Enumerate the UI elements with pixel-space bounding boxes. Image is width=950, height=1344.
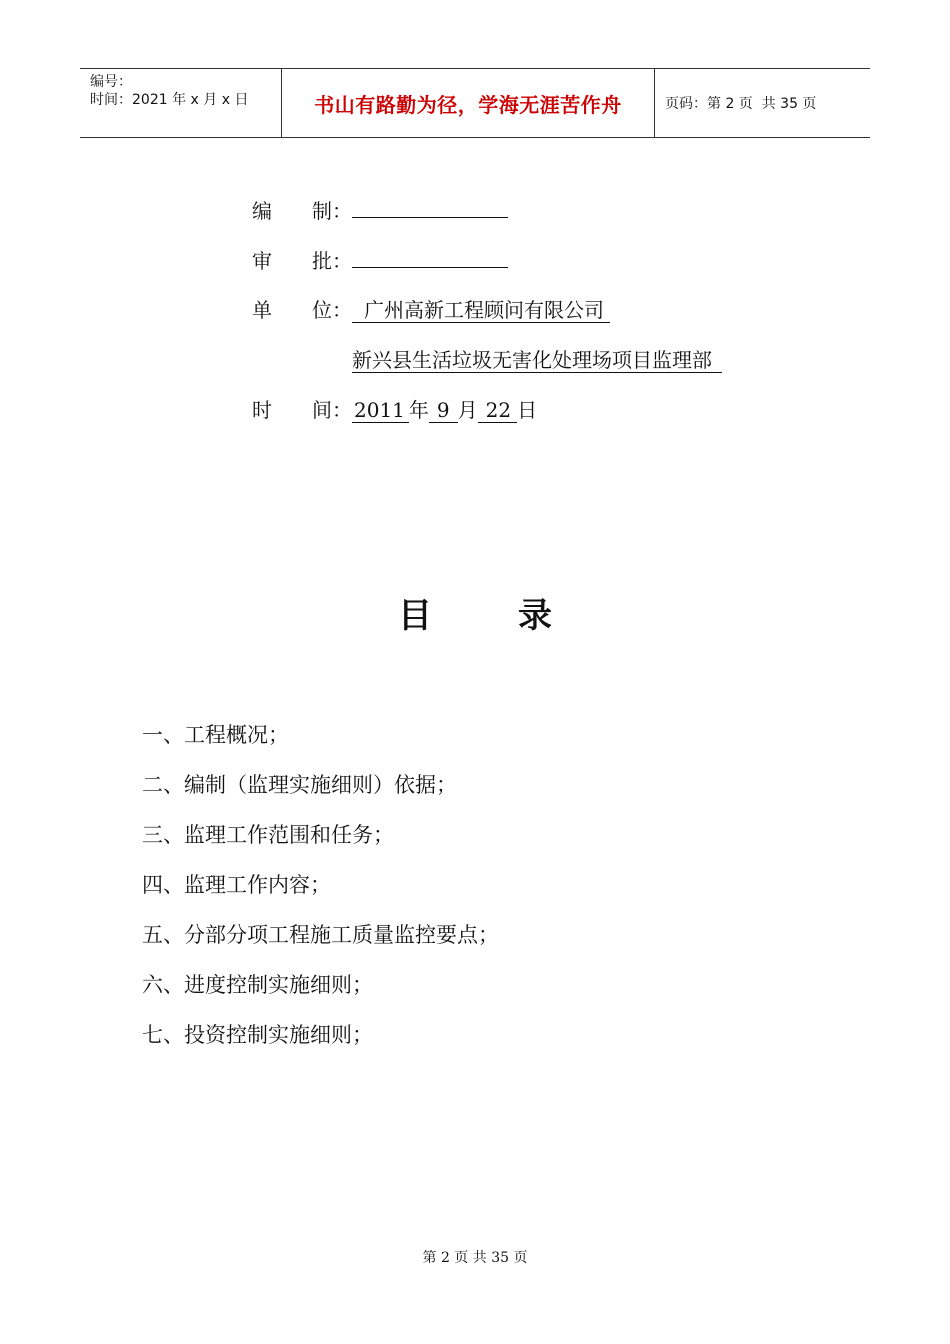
compiler-blank xyxy=(352,197,508,218)
toc-title-char-2: 录 xyxy=(518,596,552,636)
header-page-info: 页码：第 2 页 共 35 页 xyxy=(665,96,817,112)
header-page-info-cell xyxy=(655,69,870,137)
toc-item: 七、投资控制实施细则； xyxy=(142,1023,373,1047)
date-month-suffix: 月 xyxy=(457,398,478,422)
toc-item: 六、进度控制实施细则； xyxy=(142,973,373,997)
date-year-suffix: 年 xyxy=(408,398,429,422)
date-year: 2011 xyxy=(352,398,409,423)
toc-title-char-1: 目 xyxy=(398,596,432,636)
compiler-row xyxy=(252,197,508,224)
unit-row xyxy=(252,297,610,323)
compiler-label: 编 制： xyxy=(252,199,352,223)
toc-item: 三、监理工作范围和任务； xyxy=(142,823,394,847)
unit-row-2 xyxy=(352,347,722,373)
date-day-suffix: 日 xyxy=(517,398,538,422)
approver-blank xyxy=(352,247,508,268)
toc-item: 五、分部分项工程施工质量监控要点； xyxy=(142,923,499,947)
toc-title xyxy=(0,588,950,637)
unit-line2: 新兴县生活垃圾无害化处理场项目监理部 xyxy=(352,348,722,373)
toc-item: 四、监理工作内容； xyxy=(142,873,331,897)
header-number-label: 编号： xyxy=(90,74,132,90)
toc-item: 二、编制（监理实施细则）依据； xyxy=(142,773,457,797)
date-label: 时 间： xyxy=(252,398,352,422)
date-month: 9 xyxy=(429,398,458,423)
date-row xyxy=(252,397,537,423)
header-meta-cell xyxy=(80,69,282,137)
header-time-label: 时间：2021 年 x 月 x 日 xyxy=(90,92,249,108)
toc-list xyxy=(142,722,499,1072)
unit-label: 单 位： xyxy=(252,298,352,322)
date-day: 22 xyxy=(478,398,517,423)
toc-item: 一、工程概况； xyxy=(142,723,289,747)
approver-row xyxy=(252,247,508,274)
approver-label: 审 批： xyxy=(252,249,352,273)
page-header xyxy=(80,68,870,138)
page-footer: 第 2 页 共 35 页 xyxy=(422,1250,528,1266)
unit-line1: 广州高新工程顾问有限公司 xyxy=(352,298,610,323)
header-slogan: 书山有路勤为径，学海无涯苦作舟 xyxy=(282,69,655,137)
